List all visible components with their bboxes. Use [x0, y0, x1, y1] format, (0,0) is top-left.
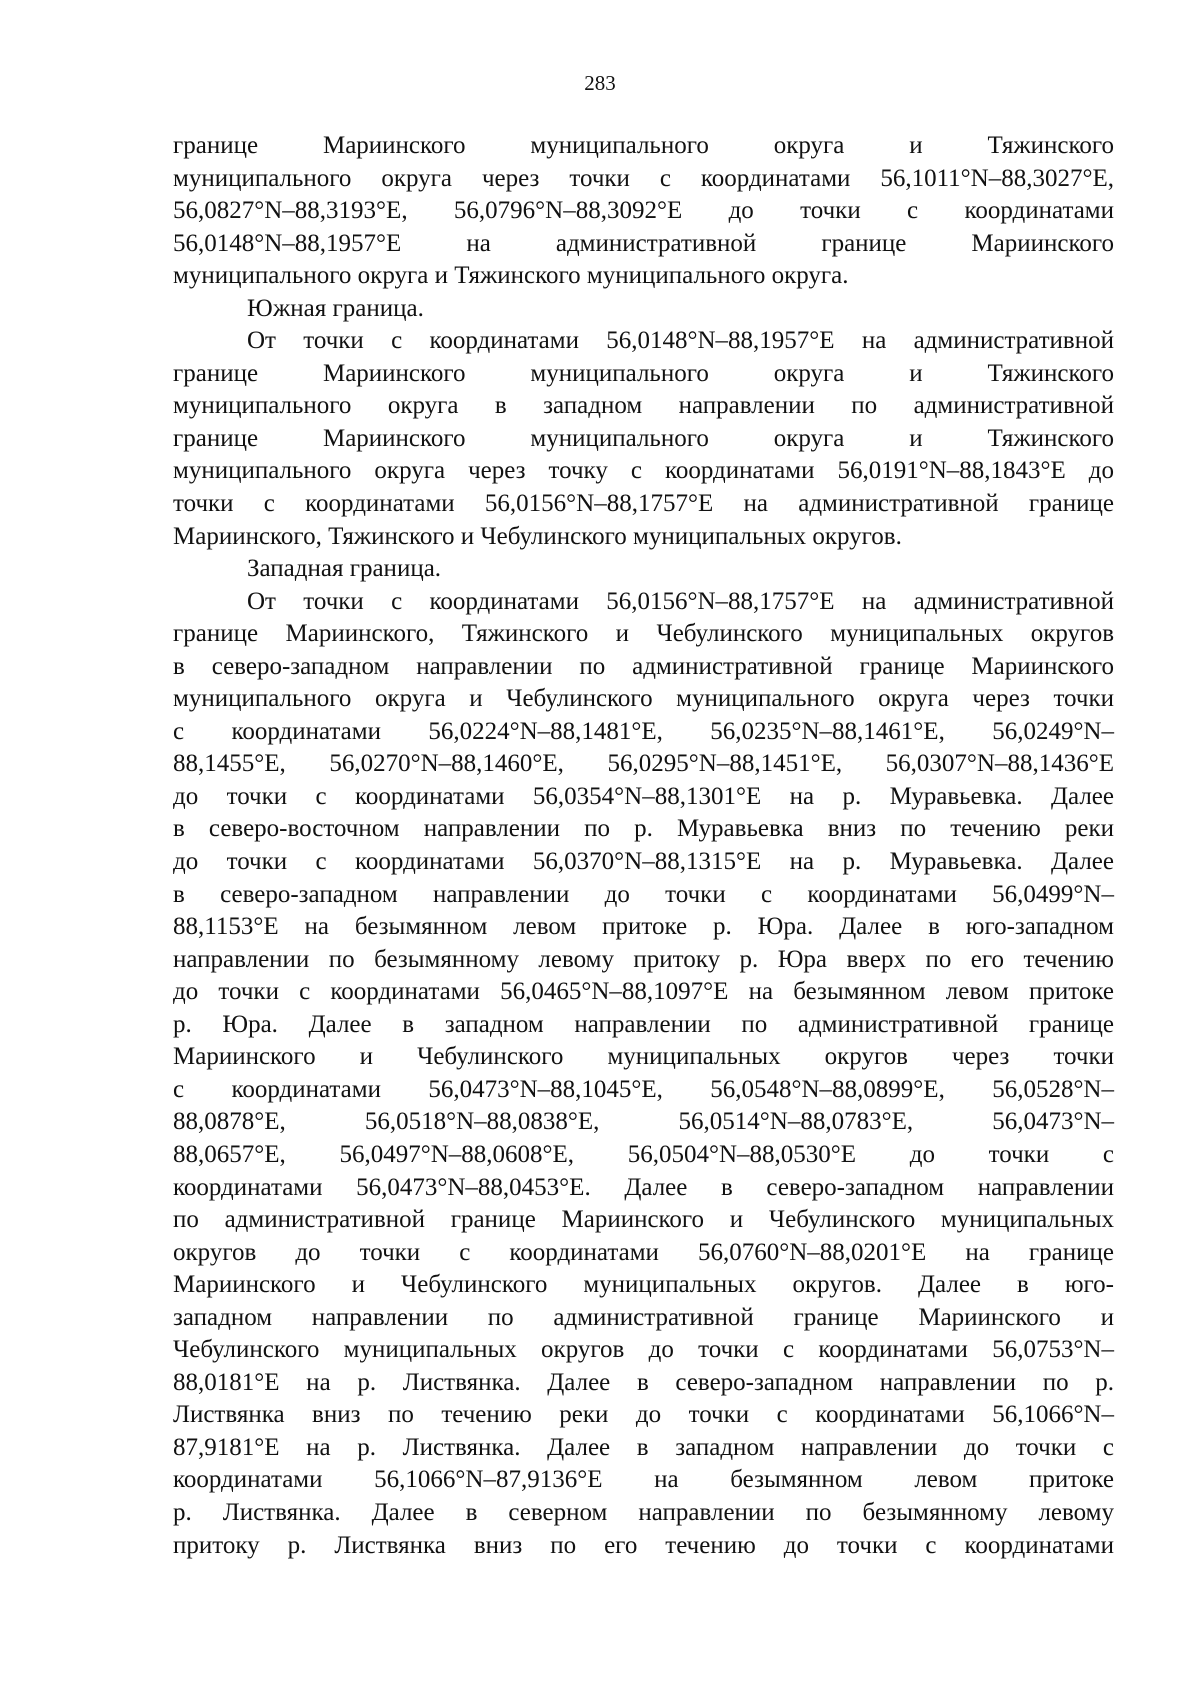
text-line: р. Юра. Далее в западном направлении по административной границе: [173, 1010, 1114, 1038]
page-number: 283: [584, 71, 616, 95]
text-line: Мариинского, Тяжинского и Чебулинского муниципальных округов.: [173, 522, 902, 550]
text-line: с координатами 56,0224°N–88,1481°E, 56,0235°N–88,1461°E, 56,0249°N–: [173, 717, 1114, 745]
text-line: муниципального округа через точки с координатами 56,1011°N–88,3027°E,: [173, 164, 1114, 192]
text-line: западном направлении по административной границе Мариинского и: [173, 1303, 1114, 1331]
text-line: округов до точки с координатами 56,0760°N–88,0201°E на границе: [173, 1238, 1114, 1266]
text-line: Листвянка вниз по течению реки до точки с координатами 56,1066°N–: [173, 1401, 1114, 1429]
text-line: Западная граница.: [247, 555, 442, 583]
text-line: 56,0827°N–88,3193°E, 56,0796°N–88,3092°E до точки с координатами: [173, 197, 1114, 225]
text-line: муниципального округа в западном направлении по административной: [173, 392, 1114, 420]
text-line: до точки с координатами 56,0465°N–88,1097°E на безымянном левом притоке: [173, 978, 1114, 1006]
text-line: по административной границе Мариинского и Чебулинского муниципальных: [173, 1206, 1114, 1234]
text-line: до точки с координатами 56,0370°N–88,1315°E на р. Муравьевка. Далее: [173, 848, 1114, 876]
text-line: Мариинского и Чебулинского муниципальных округов через точки: [173, 1043, 1114, 1071]
text-line: р. Листвянка. Далее в северном направлении по безымянному левому: [173, 1498, 1114, 1526]
text-line: От точки с координатами 56,0148°N–88,1957°E на административной: [247, 327, 1114, 355]
document-body: [173, 130, 1114, 1562]
text-line: направлении по безымянному левому притоку р. Юра вверх по его течению: [173, 945, 1114, 973]
text-line: От точки с координатами 56,0156°N–88,1757°E на административной: [247, 587, 1114, 615]
text-line: Южная граница.: [247, 294, 424, 322]
text-line: границе Мариинского, Тяжинского и Чебулинского муниципальных округов: [173, 620, 1114, 648]
text-line: 88,1455°E, 56,0270°N–88,1460°E, 56,0295°N–88,1451°E, 56,0307°N–88,1436°E: [173, 750, 1114, 778]
text-line: границе Мариинского муниципального округа и Тяжинского: [173, 132, 1114, 159]
text-line: границе Мариинского муниципального округа и Тяжинского: [173, 359, 1114, 387]
text-line: в северо-западном направлении по административной границе Мариинского: [173, 652, 1114, 680]
text-line: с координатами 56,0473°N–88,1045°E, 56,0548°N–88,0899°E, 56,0528°N–: [173, 1075, 1114, 1103]
text-line: 87,9181°E на р. Листвянка. Далее в западном направлении до точки с: [173, 1433, 1114, 1461]
text-line: Чебулинского муниципальных округов до точки с координатами 56,0753°N–: [173, 1336, 1114, 1364]
text-line: границе Мариинского муниципального округа и Тяжинского: [173, 424, 1114, 452]
text-line: до точки с координатами 56,0354°N–88,1301°E на р. Муравьевка. Далее: [173, 782, 1114, 810]
text-line: 88,0181°E на р. Листвянка. Далее в северо-западном направлении по р.: [173, 1368, 1114, 1396]
text-line: муниципального округа и Чебулинского муниципального округа через точки: [173, 685, 1114, 713]
text-line: координатами 56,1066°N–87,9136°E на безымянном левом притоке: [173, 1466, 1114, 1494]
text-line: муниципального округа через точку с координатами 56,0191°N–88,1843°E до: [173, 457, 1114, 485]
text-line: 56,0148°N–88,1957°E на административной границе Мариинского: [173, 229, 1114, 257]
text-line: 88,0878°E, 56,0518°N–88,0838°E, 56,0514°N–88,0783°E, 56,0473°N–: [173, 1108, 1114, 1136]
text-line: притоку р. Листвянка вниз по его течению до точки с координатами: [173, 1531, 1114, 1559]
text-line: 88,0657°E, 56,0497°N–88,0608°E, 56,0504°N–88,0530°E до точки с: [173, 1140, 1114, 1168]
text-line: в северо-восточном направлении по р. Муравьевка вниз по течению реки: [173, 815, 1114, 843]
text-line: точки с координатами 56,0156°N–88,1757°E на административной границе: [173, 490, 1114, 518]
text-line: Мариинского и Чебулинского муниципальных округов. Далее в юго-: [173, 1271, 1114, 1299]
text-line: муниципального округа и Тяжинского муниципального округа.: [173, 262, 849, 290]
text-line: в северо-западном направлении до точки с координатами 56,0499°N–: [173, 880, 1114, 908]
text-line: координатами 56,0473°N–88,0453°E. Далее в северо-западном направлении: [173, 1173, 1114, 1201]
text-line: 88,1153°E на безымянном левом притоке р. Юра. Далее в юго-западном: [173, 913, 1114, 941]
